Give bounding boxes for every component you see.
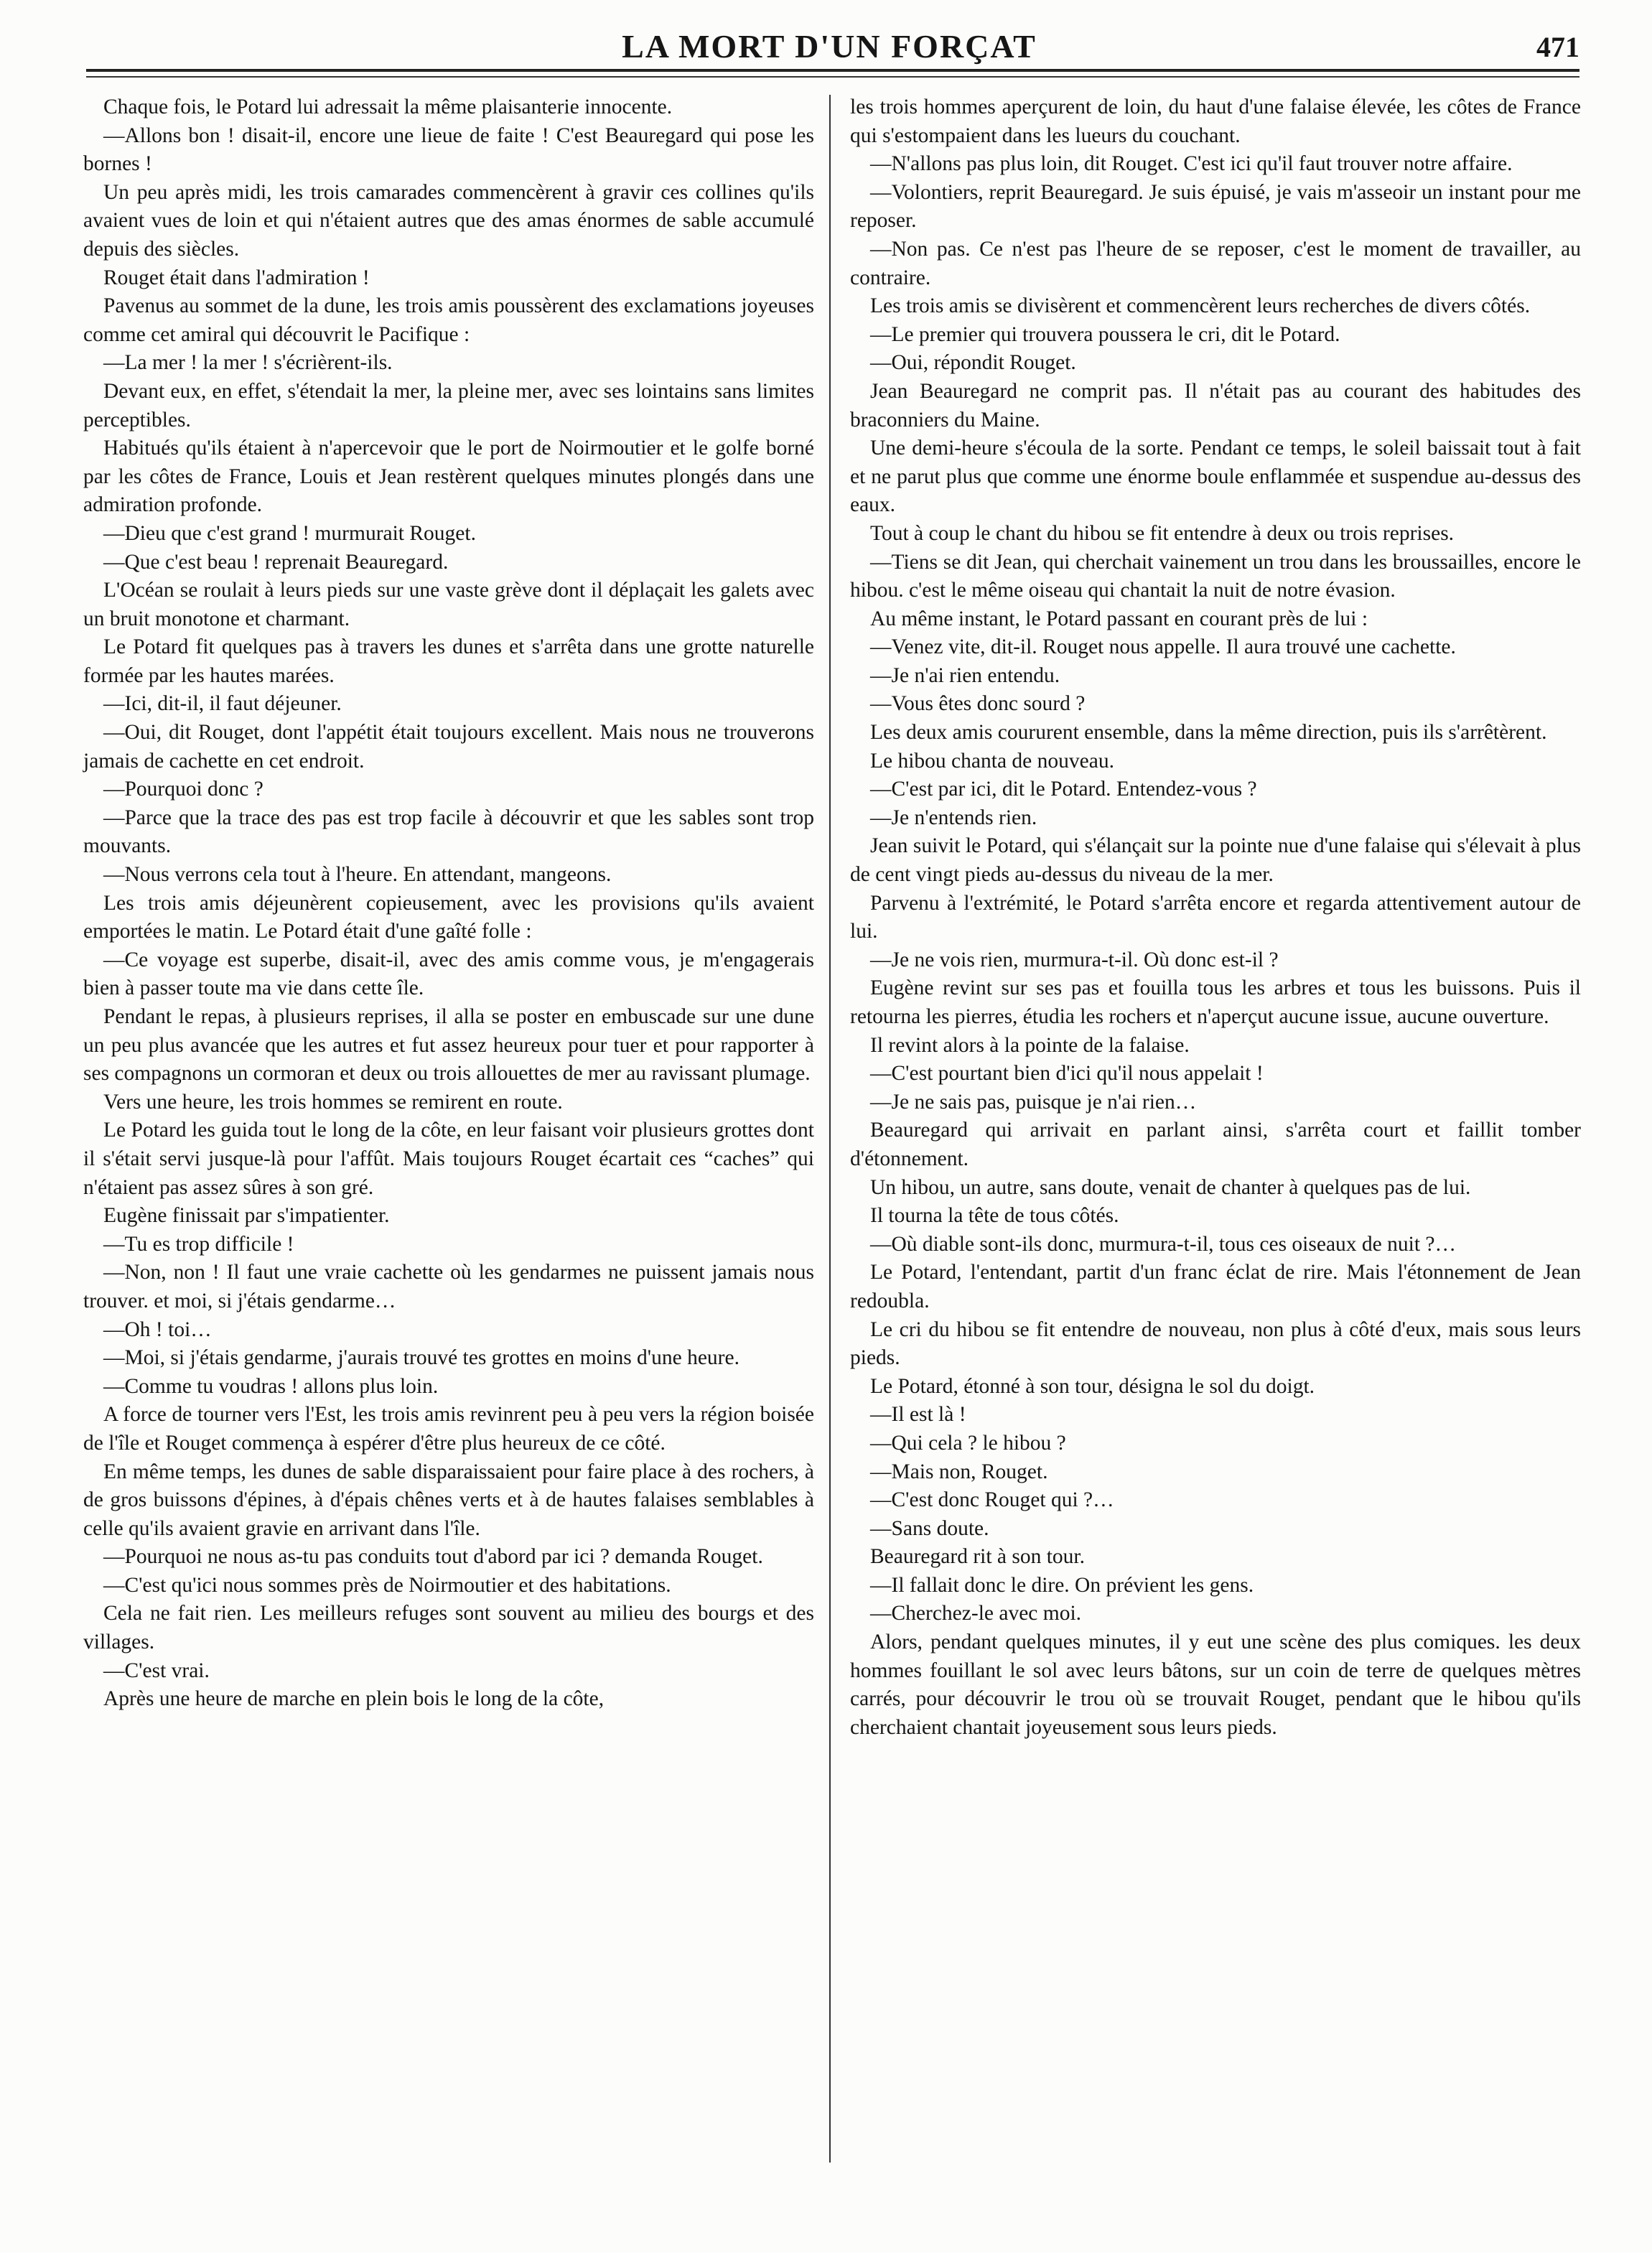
paragraph: Devant eux, en effet, s'étendait la mer, la pleine mer, avec ses lointains sans limites perceptibles.	[83, 379, 814, 432]
paragraph: Un peu après midi, les trois camarades commencèrent à gravir ces collines qu'ils avaient vues de loin et qui n'étaient autres que des amas énormes de sable accumulé depuis des siècles.	[83, 180, 814, 261]
paragraph: Alors, pendant quelques minutes, il y eut une scène des plus comiques. les deux hommes fouillant le sol avec leurs bâtons, sur un coin de terre de quelques mètres carrés, pour découvrir le trou où se trouvait Rouget, pendant que le hibou qu'ils cherchaient chantait joyeusement sous leurs pieds.	[850, 1631, 1581, 1739]
paragraph: —Nous verrons cela tout à l'heure. En attendant, mangeons.	[103, 863, 612, 887]
paragraph: Vers une heure, les trois hommes se remirent en route.	[103, 1090, 563, 1114]
header-rule	[86, 69, 1579, 72]
paragraph: Une demi-heure s'écoula de la sorte. Pendant ce temps, le soleil baissait tout à fait et ne parut plus que comme une énorme boule enflammée et suspendue au-dessus des eaux.	[850, 437, 1581, 517]
paragraph: —Cherchez-le avec moi.	[870, 1602, 1082, 1625]
paragraph: —Pourquoi donc ?	[103, 778, 263, 801]
paragraph: —C'est qu'ici nous sommes près de Noirmoutier et des habitations.	[103, 1573, 671, 1597]
paragraph: —N'allons pas plus loin, dit Rouget. C'est ici qu'il faut trouver notre affaire.	[870, 152, 1513, 176]
paragraph: —Oui, répondit Rouget.	[870, 351, 1076, 375]
paragraph: —Dieu que c'est grand ! murmurait Rouget.	[103, 521, 476, 545]
paragraph: —Sans doute.	[870, 1516, 989, 1540]
paragraph: —Tiens se dit Jean, qui cherchait vainement un trou dans les broussailles, encore le hibou. c'est le même oiseau qui chantait la nuit de notre évasion.	[850, 550, 1581, 602]
page-header	[79, 27, 1579, 70]
paragraph: Pavenus au sommet de la dune, les trois amis poussèrent des exclamations joyeuses comme cet amiral qui découvrit le Pacifique :	[83, 294, 814, 346]
paragraph: —Venez vite, dit-il. Rouget nous appelle. Il aura trouvé une cachette.	[870, 635, 1456, 659]
paragraph: —Il fallait donc le dire. On prévient les gens.	[870, 1573, 1254, 1597]
paragraph: Rouget était dans l'admiration !	[103, 266, 370, 289]
paragraph: —Non, non ! Il faut une vraie cachette où les gendarmes ne puissent jamais nous trouver. et moi, si j'étais gendarme…	[83, 1261, 814, 1312]
paragraph: —Tu es trop difficile !	[103, 1232, 294, 1256]
paragraph: —Vous êtes donc sourd ?	[870, 692, 1086, 716]
paragraph: —Non pas. Ce n'est pas l'heure de se reposer, c'est le moment de travailler, au contraire.	[850, 237, 1581, 289]
paragraph: Il revint alors à la pointe de la falaise.	[870, 1033, 1190, 1057]
paragraph: —Volontiers, reprit Beauregard. Je suis épuisé, je vais m'asseoir un instant pour me reposer.	[850, 180, 1581, 233]
paragraph: —Pourquoi ne nous as-tu pas conduits tout d'abord par ici ? demanda Rouget.	[103, 1545, 763, 1569]
paragraph: —C'est par ici, dit le Potard. Entendez-vous ?	[870, 778, 1257, 801]
paragraph: —Qui cela ? le hibou ?	[870, 1431, 1066, 1455]
paragraph: —Que c'est beau ! reprenait Beauregard.	[103, 550, 449, 574]
paragraph: Un hibou, un autre, sans doute, venait de chanter à quelques pas de lui.	[870, 1175, 1471, 1199]
paragraph: —Comme tu voudras ! allons plus loin.	[103, 1374, 439, 1398]
left-column	[83, 93, 814, 1714]
paragraph: Eugène finissait par s'impatienter.	[103, 1204, 390, 1228]
paragraph: Beauregard qui arrivait en parlant ainsi, s'arrêta court et faillit tomber d'étonnement.	[850, 1119, 1581, 1170]
paragraph: —Je ne vois rien, murmura-t-il. Où donc est-il ?	[870, 948, 1279, 971]
paragraph: En même temps, les dunes de sable disparaissaient pour faire place à des rochers, à de gros buissons d'épines, à d'épais chênes verts et à de hautes falaises semblables à celle qu'ils avaient gravie en arrivant dans l'île.	[83, 1460, 814, 1540]
paragraph: —Ce voyage est superbe, disait-il, avec des amis comme vous, je m'engagerais bien à passer toute ma vie dans cette île.	[83, 948, 814, 1000]
paragraph: les trois hommes aperçurent de loin, du haut d'une falaise élevée, les côtes de France qui s'estompaient dans les lueurs du couchant.	[850, 95, 1581, 147]
paragraph: Au même instant, le Potard passant en courant près de lui :	[870, 607, 1368, 630]
paragraph: —Je n'ai rien entendu.	[870, 663, 1060, 687]
paragraph: —Oh ! toi…	[103, 1317, 212, 1341]
paragraph: Jean suivit le Potard, qui s'élançait sur la pointe nue d'une falaise qui s'élevait à plus de cent vingt pieds au-dessus du niveau de la mer.	[850, 834, 1581, 887]
paragraph: Le Potard, étonné à son tour, désigna le sol du doigt.	[870, 1374, 1315, 1398]
paragraph: Pendant le repas, à plusieurs reprises, il alla se poster en embuscade sur une dune un peu plus avancée que les autres et fut assez heureux pour tuer et pour rapporter à ses compagnons un cormoran et deux ou trois allouettes de mer au ravissant plumage.	[83, 1005, 814, 1086]
paragraph: Tout à coup le chant du hibou se fit entendre à deux ou trois reprises.	[870, 521, 1455, 545]
paragraph: Eugène revint sur ses pas et fouilla tous les arbres et tous les buissons. Puis il retourna les pierres, étudia les rochers et n'aperçut aucune issue, aucune ouverture.	[850, 976, 1581, 1028]
paragraph: Le cri du hibou se fit entendre de nouveau, non plus à côté d'eux, mais sous leurs pieds.	[850, 1317, 1581, 1370]
paragraph: —Allons bon ! disait-il, encore une lieue de faite ! C'est Beauregard qui pose les bornes !	[83, 123, 814, 176]
paragraph: Habitués qu'ils étaient à n'apercevoir que le port de Noirmoutier et le golfe borné par les côtes de France, Louis et Jean restèrent quelques minutes plongés dans une admiration profonde.	[83, 437, 814, 517]
paragraph: —Mais non, Rouget.	[870, 1460, 1048, 1483]
paragraph: Les trois amis se divisèrent et commencèrent leurs recherches de divers côtés.	[870, 294, 1531, 318]
paragraph: —Moi, si j'étais gendarme, j'aurais trouvé tes grottes en moins d'une heure.	[103, 1346, 739, 1370]
paragraph: —Je n'entends rien.	[870, 806, 1037, 829]
right-column	[850, 93, 1581, 1742]
paragraph: —Ici, dit-il, il faut déjeuner.	[103, 692, 342, 716]
paragraph: —C'est vrai.	[103, 1659, 210, 1682]
paragraph: —C'est donc Rouget qui ?…	[870, 1488, 1114, 1512]
paragraph: —Je ne sais pas, puisque je n'ai rien…	[870, 1090, 1197, 1114]
paragraph: Parvenu à l'extrémité, le Potard s'arrêta encore et regarda attentivement autour de lui.	[850, 891, 1581, 943]
paragraph: Les trois amis déjeunèrent copieusement, avec les provisions qu'ils avaient emportées le matin. Le Potard était d'une gaîté folle :	[83, 891, 814, 943]
paragraph: —Où diable sont-ils donc, murmura-t-il, tous ces oiseaux de nuit ?…	[870, 1232, 1457, 1256]
paragraph: Chaque fois, le Potard lui adressait la même plaisanterie innocente.	[103, 95, 673, 118]
paragraph: Jean Beauregard ne comprit pas. Il n'était pas au courant des habitudes des braconniers du Maine.	[850, 379, 1581, 432]
paragraph: Beauregard rit à son tour.	[870, 1545, 1086, 1569]
paragraph: Le Potard fit quelques pas à travers les dunes et s'arrêta dans une grotte naturelle formée par les hautes marées.	[83, 635, 814, 687]
running-title: LA MORT D'UN FORÇAT	[622, 28, 1037, 65]
column-divider	[829, 95, 831, 2163]
paragraph: Les deux amis coururent ensemble, dans la même direction, puis ils s'arrêtèrent.	[870, 721, 1547, 745]
paragraph: Le Potard, l'entendant, partit d'un franc éclat de rire. Mais l'étonnement de Jean redoubla.	[850, 1261, 1581, 1312]
page-number: 471	[1536, 31, 1579, 63]
paragraph: —Le premier qui trouvera poussera le cri, dit le Potard.	[870, 322, 1340, 346]
paragraph: —La mer ! la mer ! s'écrièrent-ils.	[103, 351, 393, 375]
paragraph: —Oui, dit Rouget, dont l'appétit était toujours excellent. Mais nous ne trouverons jamais de cachette en cet endroit.	[83, 721, 814, 773]
paragraph: —C'est pourtant bien d'ici qu'il nous appelait !	[870, 1062, 1264, 1086]
paragraph: Cela ne fait rien. Les meilleurs refuges sont souvent au milieu des bourgs et des villages.	[83, 1602, 814, 1654]
paragraph: Le hibou chanta de nouveau.	[870, 749, 1114, 773]
paragraph: Il tourna la tête de tous côtés.	[870, 1204, 1119, 1228]
header-rule-thin	[86, 76, 1579, 78]
paragraph: Après une heure de marche en plein bois le long de la côte,	[103, 1687, 605, 1711]
paragraph: —Parce que la trace des pas est trop facile à découvrir et que les sables sont trop mouvants.	[83, 806, 814, 858]
paragraph: A force de tourner vers l'Est, les trois amis revinrent peu à peu vers la région boisée de l'île et Rouget commença à espérer d'être plus heureux de ce côté.	[83, 1403, 814, 1455]
paragraph: L'Océan se roulait à leurs pieds sur une vaste grève dont il déplaçait les galets avec un bruit monotone et charmant.	[83, 579, 814, 630]
paragraph: Le Potard les guida tout le long de la côte, en leur faisant voir plusieurs grottes dont il s'était servi jusque-là pour l'affût. Mais toujours Rouget écartait ces “caches” qui n'étaient pas assez sûres à son gré.	[83, 1119, 814, 1199]
paragraph: —Il est là !	[870, 1403, 966, 1427]
